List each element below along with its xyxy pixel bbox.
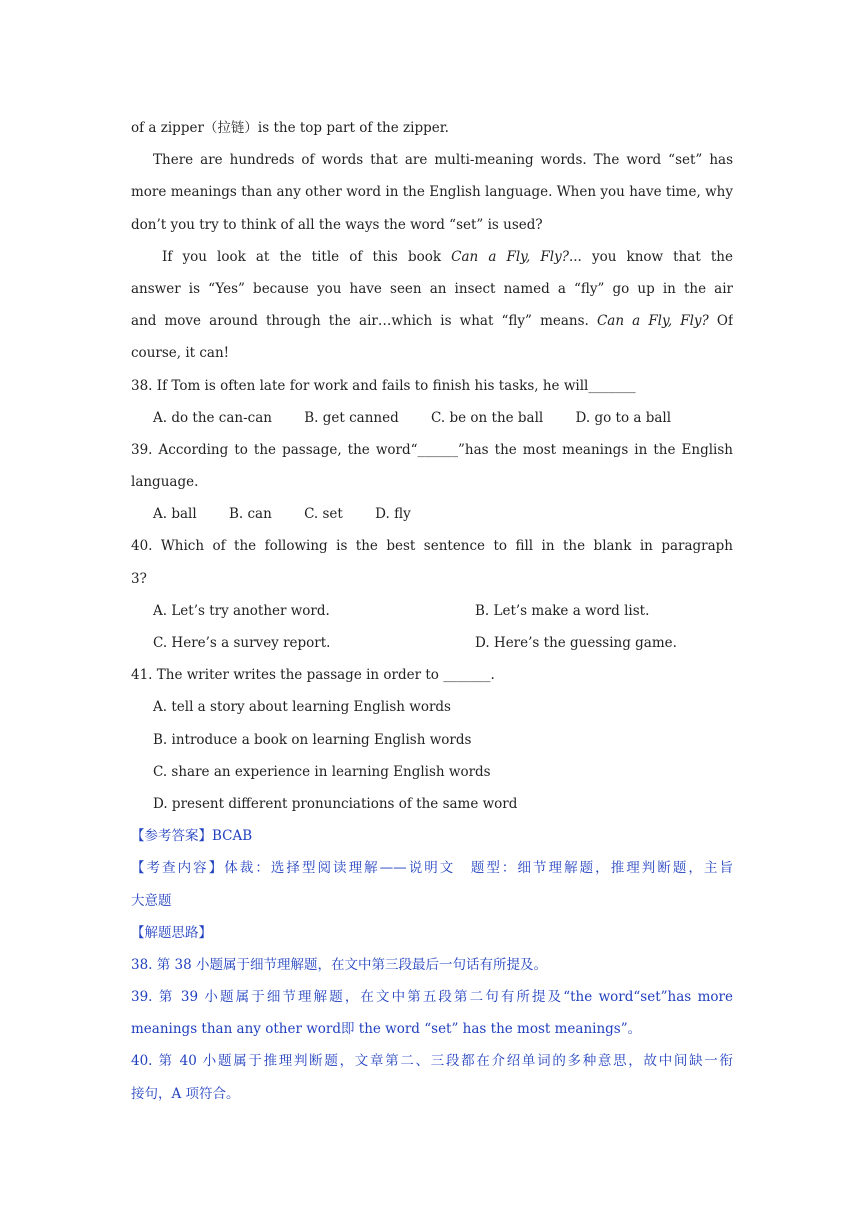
passage-line: answer is “Yes” because you have seen an insect named a “fly” go up in the air: [131, 280, 733, 297]
question-41-stem: 41. The writer writes the passage in order to _______.: [131, 667, 495, 684]
option-c: C. set: [304, 506, 343, 523]
question-40-options-row: [131, 627, 733, 659]
book-title: Can a Fly, Fly?: [451, 248, 569, 265]
question-40-options-row: [131, 595, 733, 627]
option-b: B. can: [228, 506, 272, 523]
option-c: C. share an experience in learning English words: [153, 763, 491, 780]
option-b: B. get canned: [304, 409, 399, 426]
passage-line: There are hundreds of words that are multi-meaning words. The word “set” has: [153, 152, 733, 169]
explanation-40-cont: 接句，A 项符合。: [131, 1085, 240, 1102]
option-d: D. present different pronunciations of the same word: [153, 795, 518, 812]
passage-line: If you look at the title of this book Can a Fly, Fly?... you know that the: [162, 248, 733, 265]
option-b: B. introduce a book on learning English words: [153, 731, 472, 748]
passage-line: course, it can!: [131, 345, 230, 362]
question-40-stem: 40. Which of the following is the best sentence to fill in the blank in paragraph: [131, 538, 733, 555]
explanation-39: 39. 第 39 小题属于细节理解题，在文中第五段第二句有所提及“the word“set”has more: [131, 989, 733, 1006]
exam-content-cont: 大意题: [131, 892, 172, 909]
option-a: A. do the can-can: [153, 409, 272, 426]
reference-answer: 【参考答案】BCAB: [131, 828, 253, 845]
passage-line: and move around through the air…which is what “fly” means. Can a Fly, Fly? Of: [131, 313, 733, 330]
question-38-stem: 38. If Tom is often late for work and fails to finish his tasks, he will_______: [131, 377, 636, 394]
exam-content: 【考查内容】体裁：选择型阅读理解——说明文 题型：细节理解题，推理判断题，主旨: [131, 860, 733, 877]
question-39-stem: 39. According to the passage, the word“______”has the most meanings in the English: [131, 441, 733, 458]
explanation-39-cont: meanings than any other word即 the word “set” has the most meanings”。: [131, 1021, 642, 1038]
question-39-options: [131, 498, 733, 530]
explanation-40: 40. 第 40 小题属于推理判断题，文章第二、三段都在介绍单词的多种意思，故中间缺一衔: [131, 1053, 733, 1070]
option-c: C. be on the ball: [431, 409, 544, 426]
passage-line: of a zipper（拉链）is the top part of the zipper.: [131, 120, 449, 136]
explanation-38: 38. 第 38 小题属于细节理解题，在文中第三段最后一句话有所提及。: [131, 956, 548, 973]
question-39-stem-cont: language.: [131, 474, 199, 491]
question-40-stem-cont: 3?: [131, 570, 147, 587]
option-d: D. Here’s the guessing game.: [475, 635, 677, 651]
option-a: A. Let’s try another word.: [153, 602, 330, 619]
option-c: C. Here’s a survey report.: [153, 635, 331, 651]
solution-ideas-heading: 【解题思路】: [131, 924, 212, 941]
book-title: Can a Fly, Fly?: [596, 313, 709, 330]
option-d: D. go to a ball: [575, 409, 672, 426]
question-38-options: [131, 402, 733, 434]
document-page: [131, 112, 733, 1110]
passage-line: more meanings than any other word in the English language. When you have time, why: [131, 184, 733, 201]
option-b: B. Let’s make a word list.: [475, 602, 650, 619]
option-a: A. ball: [153, 506, 197, 523]
option-a: A. tell a story about learning English words: [153, 699, 451, 716]
passage-line: don’t you try to think of all the ways the word “set” is used?: [131, 216, 543, 233]
option-d: D. fly: [375, 506, 411, 523]
